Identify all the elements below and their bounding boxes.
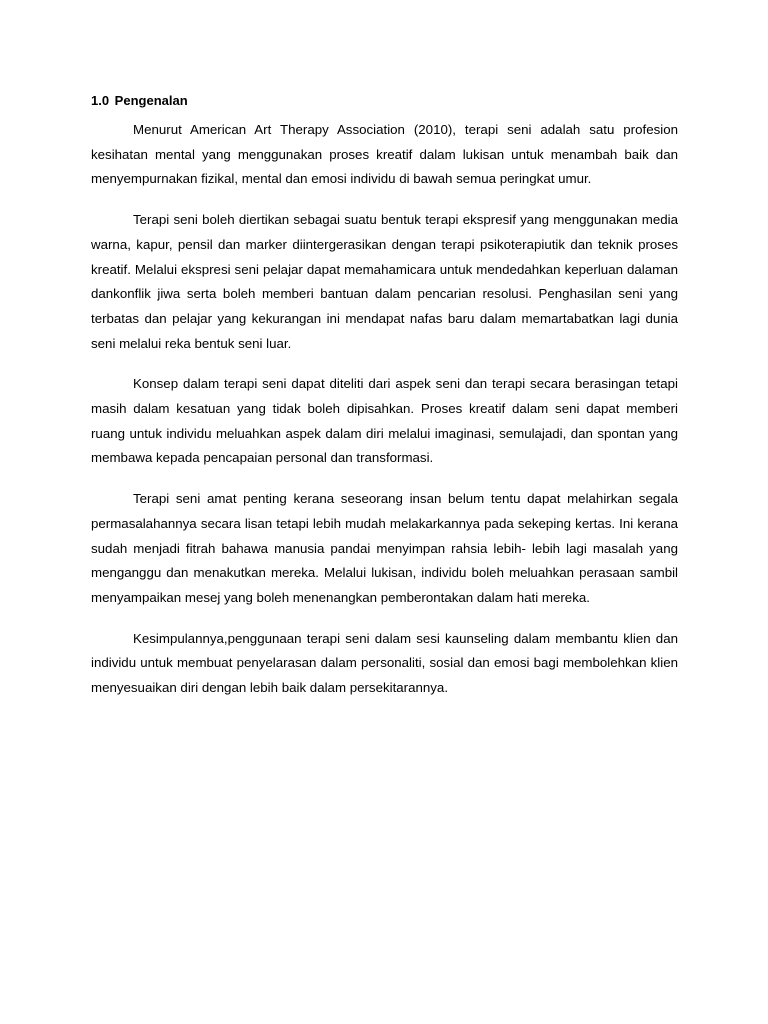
paragraph-2: Terapi seni boleh diertikan sebagai suatu bentuk terapi ekspresif yang menggunakan media warna, kapur, pensil dan marker diintergerasikan dengan terapi psikoterapiutik dan teknik proses kreatif. Melalui ekspresi seni pelajar dapat memahamicara untuk mendedahkan keperluan dalaman dankonflik jiwa serta boleh memberi bantuan dalam pencarian resolusi. Penghasilan seni yang terbatas dan pelajar yang kekurangan ini mendapat nafas baru dalam memartabatkan lagi dunia seni melalui reka bentuk seni luar. xyxy=(91,212,678,351)
paragraph-3: Konsep dalam terapi seni dapat diteliti dari aspek seni dan terapi secara berasingan tetapi masih dalam kesatuan yang tidak boleh dipisahkan. Proses kreatif dalam seni dapat memberi ruang untuk individu meluahkan aspek dalam diri melalui imaginasi, semulajadi, dan spontan yang membawa kepada pencapaian personal dan transformasi. xyxy=(91,376,678,466)
section-heading: 1.0 Pengenalan xyxy=(91,93,188,108)
paragraph-4: Terapi seni amat penting kerana seseorang insan belum tentu dapat melahirkan segala permasalahannya secara lisan tetapi lebih mudah melakarkannya pada sekeping kertas. Ini kerana sudah menjadi fitrah bahawa manusia pandai menyimpan rahsia lebih- lebih lagi masalah yang menganggu dan menakutkan mereka. Melalui lukisan, individu boleh meluahkan perasaan sambil menyampaikan mesej yang boleh menenangkan pemberontakan dalam hati mereka. xyxy=(91,491,678,605)
paragraph-5: Kesimpulannya,penggunaan terapi seni dalam sesi kaunseling dalam membantu klien dan individu untuk membuat penyelarasan dalam personaliti, sosial dan emosi bagi membolehkan klien menyesuaikan diri dengan lebih baik dalam persekitarannya. xyxy=(91,630,678,696)
paragraph-1: Menurut American Art Therapy Association (2010), terapi seni adalah satu profesion kesihatan mental yang menggunakan proses kreatif dalam lukisan untuk menambah baik dan menyempurnakan fizikal, mental dan emosi individu di bawah semua peringkat umur. xyxy=(91,122,678,187)
